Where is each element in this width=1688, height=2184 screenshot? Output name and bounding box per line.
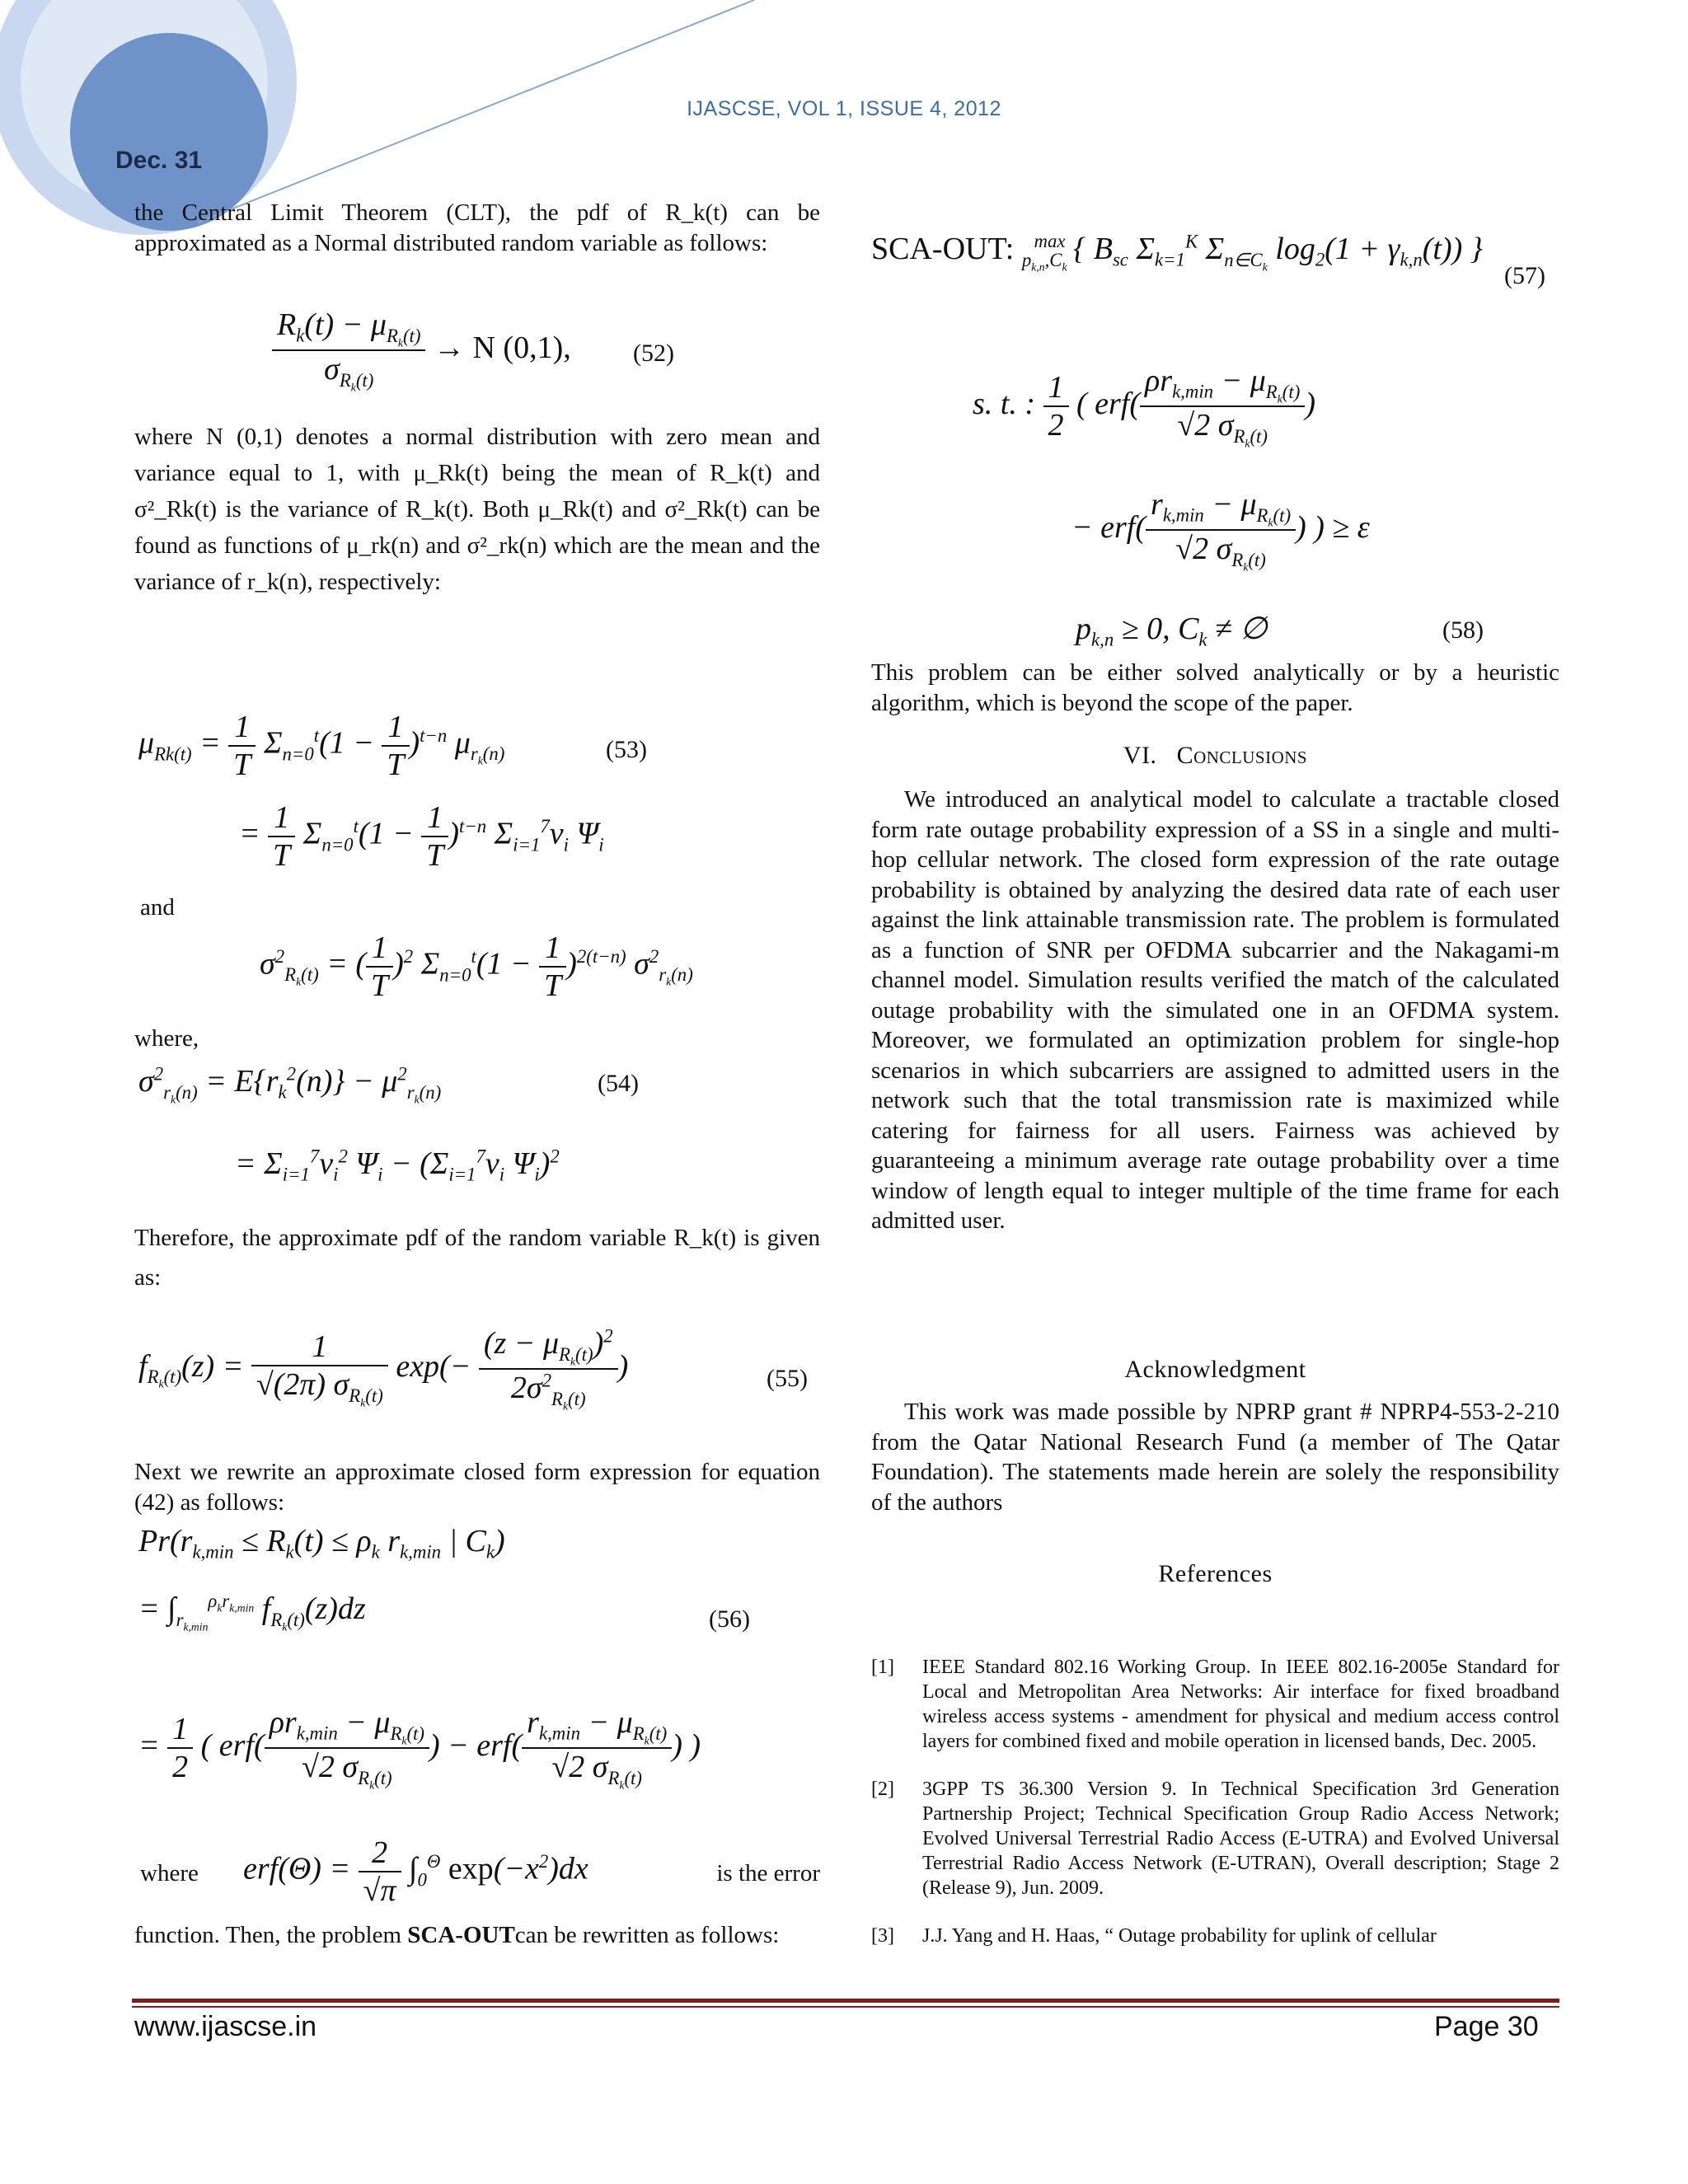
section-heading-acknowledgment: Acknowledgment [1124, 1356, 1306, 1383]
st-label: s. t. : [973, 386, 1035, 421]
equation-56b: = $\int_{r_{k,min}}^{\rho_kr_{k,min}}$ $f_{R_k(t)}(z)dz$ [138, 1591, 366, 1633]
word-and: and [140, 894, 175, 921]
eq-number-58: (58) [1442, 616, 1484, 644]
section-heading-references: References [1158, 1560, 1273, 1587]
references-list [871, 1655, 1559, 1971]
eq-number-55: (55) [767, 1365, 808, 1392]
reference-2: [2] 3GPP TS 36.300 Version 9. In Technical Specification 3rd Generation Partnership Project; Technical Specification Group Radio Access Network; Evolved Universal Terrestrial Radio Access (E-UTRA) and Evolved Universal Terrestrial Radio Access Network (E-UTRAN), Overall description; Stage 2 (Release 9), Jun. 2009. [871, 1779, 1559, 1899]
footer-rule-thin [132, 2006, 1559, 2008]
eq-number-52: (52) [633, 340, 674, 367]
journal-header: IJASCSE, VOL 1, ISSUE 4, 2012 [687, 97, 1001, 120]
issue-date: Dec. 31 [115, 147, 203, 174]
reference-1: [1] IEEE Standard 802.16 Working Group. In IEEE 802.16-2005e Standard for Local and Metropolitan Area Networks: Air interface for fixed broadband wireless access systems - amendment for physical and medium access control layers for combined fixed and mobile operation in licensed bands, Dec. 2005. [871, 1657, 1559, 1752]
sca-out-label: SCA-OUT: [871, 232, 1015, 266]
section-title: Conclusions [1176, 742, 1308, 769]
equation-56a: $Pr(r_{k,min} \le R_k(t) \le \rho_k$ $r_{k,min}$ | $C_k$) [138, 1524, 505, 1563]
left-paragraph-1: the Central Limit Theorem (CLT), the pdf of R_k(t) can be approximated as a Normal distributed random variable as follows: [134, 199, 820, 256]
equation-56c: = $\frac{1}{2}$ ( erf( $\frac{\rho r_{k,min} - \mu_{R_k(t)}}{√2 \sigma_{R_k(t)}}$ ) − erf( $\frac{r_{k,min} - \mu_{R_k(t)}}{√2 \sigma_{R_k(t)}}$ ) ) [138, 1705, 701, 1792]
left-paragraph-5: function. Then, the problem SCA-OUTcan be rewritten as follows: [134, 1922, 780, 1948]
sca-out-bold: SCA-OUT [407, 1922, 515, 1948]
left-paragraph-4: Next we rewrite an approximate closed form expression for equation (42) as follows: [134, 1459, 820, 1516]
footer-rule [132, 1999, 1559, 2003]
equation-54a: $\sigma^2_{r_k(n)} = E\{r_k^2(n)\} - \mu^2_{r_k(n)}$ [138, 1063, 442, 1106]
eq-number-57: (57) [1504, 262, 1545, 289]
equation-erf: erf(Θ) = $\frac{2}{√\pi}$ $\int_0^\Theta$ $\exp(-x^2)dx$ [243, 1835, 588, 1908]
p5-tail: can be rewritten as follows: [514, 1922, 780, 1948]
word-where: where, [134, 1025, 199, 1052]
equation-53b: = $\frac{1}{T}$ $\Sigma_{n=0}^t(1$ − $\frac{1}{T}$ )$^{t-n}$ $\Sigma_{i=1}^7\nu_i$ $\Psi_i$ [239, 800, 604, 873]
equation-58-st-2: − erf( $\frac{r_{k,min} - \mu_{R_k(t)}}{√2 \sigma_{R_k(t)}}$ ) ) ≥ ε [1071, 487, 1370, 574]
conclusions-paragraph: We introduced an analytical model to calculate a tractable closed form rate outage probability expression of a SS in a single and multi-hop cellular network. The closed form expression of the rate outage probability is obtained by analyzing the desired data rate of each user against the link attainable transmission rate. The problem is formulated as a function of SNR per OFDMA subcarrier and the Nakagami-m channel model. Simulation results verified the match of the calculated outage probability with the simulated one in an OFDMA system. Moreover, we formulated an optimization problem for single-hop scenarios in which subcarriers are assigned to admitted users in the network such that the total transmission rate is maximized while catering for fairness for all users. Fairness was achieved by guaranteeing a minimum average rate outage probability over a time window of length equal to integer multiple of the time frame for each admitted user. [871, 786, 1559, 1234]
erf-where: where [140, 1860, 199, 1886]
section-heading-conclusions [871, 742, 1559, 770]
equation-variance-Rk: $\sigma^2_{R_k(t)}$ = ( $\frac{1}{T}$ )$^2$ $\Sigma_{n=0}^t(1$ − $\frac{1}{T}$ )$^{2(t-n)}$ $\sigma^2_{r_k(n)}$ [260, 930, 693, 1003]
equation-52: $\frac{R_k(t) - \mu_{R_k(t)}}{\sigma_{R_k(t)}}$ → N (0,1), [272, 307, 571, 394]
eq-number-54: (54) [598, 1070, 639, 1097]
erf-is-the-error: is the error [716, 1860, 820, 1886]
eq-number-56: (56) [709, 1605, 750, 1633]
footer-url[interactable]: www.ijascse.in [134, 2011, 317, 2042]
left-paragraph-2: where N (0,1) denotes a normal distribution with zero mean and variance equal to 1, with μ_Rk(t) being the mean of R_k(t) and σ²_Rk(t) is the variance of R_k(t). Both μ_Rk(t) and σ²_Rk(t) can be found as functions of μ_rk(n) and σ²_rk(n) which are the mean and the variance of r_k(n), respectively: [134, 424, 820, 595]
equation-55: $f_{R_k(t)}(z)$ = $\frac{1}{√(2\pi) \sigma_{R_k(t)}}$ exp(− $\frac{(z - \mu_{R_k(t)})^2}{2\sigma^2_{R_k(t)}}$ ) [138, 1325, 629, 1413]
equation-54b: = $\Sigma_{i=1}^7\nu_i^2$ $\Psi_i - (\Sigma_{i=1}^7\nu_i$ $\Psi_i)^2$ [235, 1146, 560, 1185]
equation-57: SCA-OUT: $_{p_{k,n},C_k}^{max}$ { $B_{sc}$ $\Sigma_{k=1}^K$ $\Sigma_{n\in C_k}$ $\log_2(1 + \gamma_{k,n}(t))$ } [871, 231, 1483, 274]
page-number: Page 30 [1434, 2011, 1539, 2042]
left-paragraph-3: Therefore, the approximate pdf of the random variable R_k(t) is given as: [134, 1225, 820, 1291]
equation-58-st: s. t. : $\frac{1}{2}$ ( erf( $\frac{\rho r_{k,min} - \mu_{R_k(t)}}{√2 \sigma_{R_k(t)}}$ ) [973, 363, 1315, 450]
section-number: VI. [1123, 742, 1157, 769]
equation-53a: $\mu_{Rk(t)}$ = $\frac{1}{T}$ $\Sigma_{n=0}^t(1$ − $\frac{1}{T}$ )$^{t-n}$ $\mu_{r_k(n)}$ [138, 710, 505, 782]
equation-58-constraint: $p_{k,n} \ge 0$, $C_k$ ≠ ∅ [1076, 612, 1268, 650]
right-paragraph-1: This problem can be either solved analytically or by a heuristic algorithm, which is beyond the scope of the paper. [871, 659, 1559, 716]
eq-number-53: (53) [606, 736, 647, 763]
reference-3: [3] J.J. Yang and H. Haas, “ Outage probability for uplink of cellular [871, 1925, 1437, 1947]
acknowledgment-paragraph: This work was made possible by NPRP grant # NPRP4-553-2-210 from the Qatar National Research Fund (a member of The Qatar Foundation). The statements made herein are solely the responsibility of the authors [871, 1399, 1559, 1516]
